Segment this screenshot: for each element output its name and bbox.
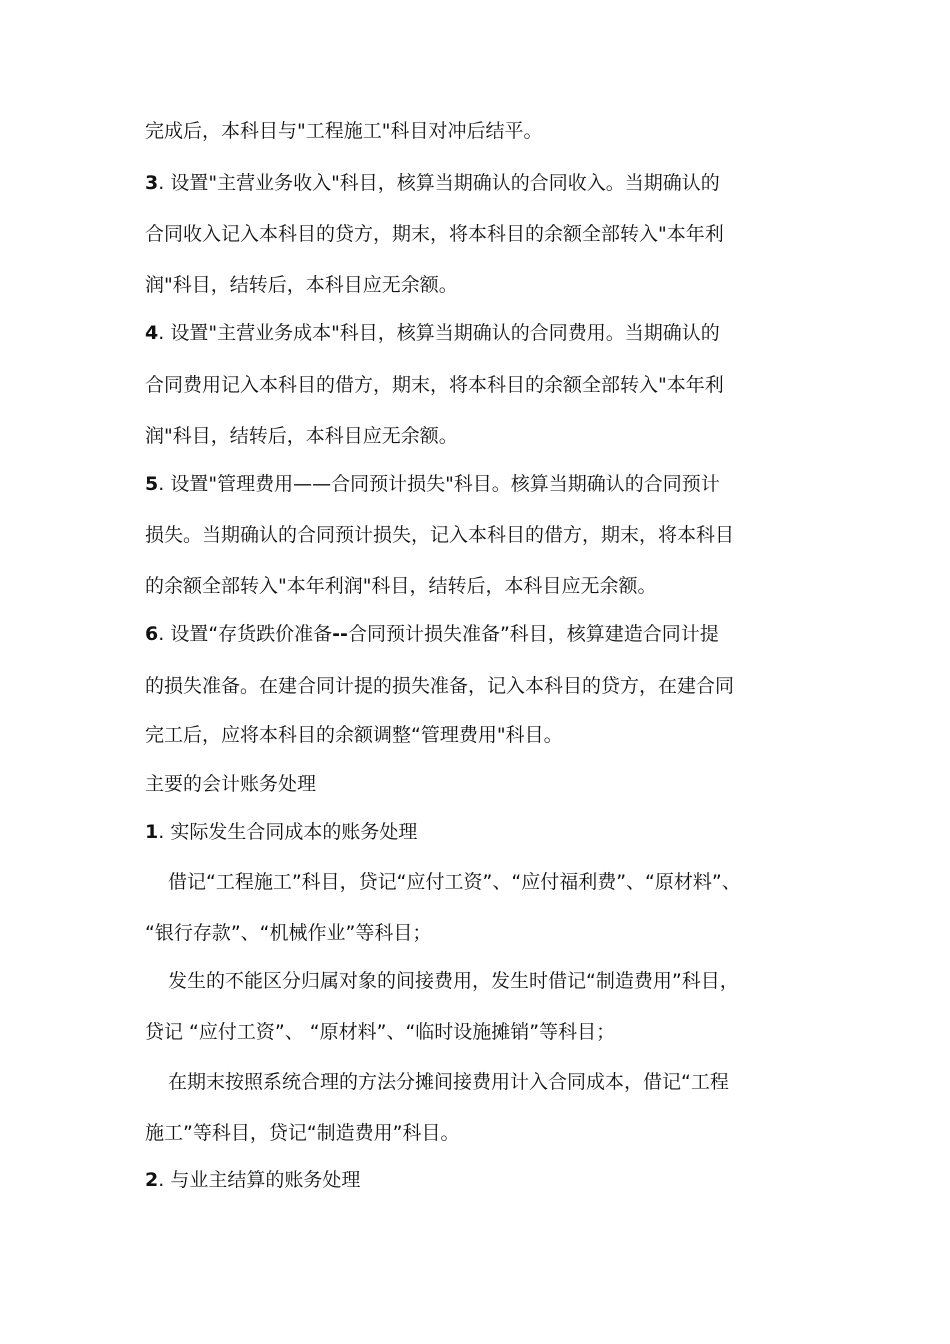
line-text: 贷记 “应付工资”、 “原材料”、“临时设施摊销”等科目； bbox=[145, 1021, 616, 1043]
line-text: 的余额全部转入"本年利润"科目，结转后，本科目应无余额。 bbox=[145, 575, 657, 597]
line-text: 设置"主营业务成本"科目，核算当期确认的合同费用。当期确认的 bbox=[170, 322, 720, 344]
paragraph-line bbox=[145, 272, 825, 298]
line-text: 润"科目，结转后，本科目应无余额。 bbox=[145, 274, 458, 296]
item-number: 6 bbox=[145, 623, 159, 645]
line-text: 润"科目，结转后，本科目应无余额。 bbox=[145, 425, 458, 447]
line-text: 合同预计损失准备”科目，核算建造合同计提 bbox=[347, 623, 719, 645]
line-text: 合同费用记入本科目的借方，期末，将本科目的余额全部转入"本年利 bbox=[145, 374, 724, 396]
paragraph-line bbox=[145, 920, 825, 946]
line-text: 完成后，本科目与"工程施工"科目对冲后结平。 bbox=[145, 120, 543, 142]
line-text: 设置"主营业务收入"科目，核算当期确认的合同收入。当期确认的 bbox=[170, 172, 720, 194]
line-text: 实际发生合同成本的账务处理 bbox=[170, 821, 418, 843]
item-separator: . bbox=[158, 172, 165, 194]
line-text: 完工后，应将本科目的余额调整“管理费用"科目。 bbox=[145, 724, 563, 746]
paragraph-line bbox=[145, 819, 825, 845]
paragraph-line bbox=[145, 170, 825, 196]
paragraph-line bbox=[145, 1019, 825, 1045]
item-number: 2 bbox=[145, 1169, 159, 1191]
paragraph-line bbox=[145, 471, 825, 497]
line-text: 损失。当期确认的合同预计损失，记入本科目的借方，期末，将本科目 bbox=[145, 524, 735, 546]
line-text: “银行存款”、“机械作业”等科目； bbox=[145, 922, 432, 944]
item-number: 1 bbox=[145, 821, 159, 843]
item-number: 3 bbox=[145, 172, 159, 194]
item-separator: . bbox=[158, 821, 165, 843]
line-text: 的损失准备。在建合同计提的损失准备，记入本科目的贷方，在建合同 bbox=[145, 675, 735, 697]
paragraph-line bbox=[145, 423, 825, 449]
line-text: 设置"管理费用——合同预计损失"科目。核算当期确认的合同预计 bbox=[170, 473, 720, 495]
paragraph-line bbox=[145, 320, 825, 346]
line-text: 施工”等科目，贷记“制造费用”科目。 bbox=[145, 1122, 460, 1144]
paragraph-line bbox=[145, 221, 825, 247]
paragraph-line bbox=[145, 673, 825, 699]
paragraph-line bbox=[168, 1069, 848, 1095]
line-text: 合同收入记入本科目的贷方，期末，将本科目的余额全部转入"本年利 bbox=[145, 223, 724, 245]
paragraph-line bbox=[145, 1120, 825, 1146]
line-text: 与业主结算的账务处理 bbox=[170, 1169, 361, 1191]
paragraph-line bbox=[168, 968, 848, 994]
paragraph-line bbox=[145, 372, 825, 398]
item-separator: . bbox=[158, 623, 165, 645]
item-number: 5 bbox=[145, 473, 159, 495]
dash-mark: -- bbox=[332, 623, 348, 645]
line-text: 设置“存货跌价准备 bbox=[170, 623, 333, 645]
paragraph-line bbox=[145, 621, 825, 647]
item-separator: . bbox=[158, 473, 165, 495]
section-heading bbox=[145, 771, 825, 797]
item-number: 4 bbox=[145, 322, 159, 344]
item-separator: . bbox=[158, 322, 165, 344]
paragraph-line bbox=[145, 573, 825, 599]
line-text: 发生的不能区分归属对象的间接费用，发生时借记“制造费用”科目， bbox=[168, 970, 739, 992]
line-text: 借记“工程施工”科目，贷记“应付工资”、“应付福利费”、“原材料”、 bbox=[168, 871, 741, 893]
paragraph-line bbox=[145, 118, 825, 144]
paragraph-line bbox=[145, 722, 825, 748]
item-separator: . bbox=[158, 1169, 165, 1191]
line-text: 在期末按照系统合理的方法分摊间接费用计入合同成本，借记“工程 bbox=[168, 1071, 729, 1093]
paragraph-line bbox=[168, 869, 848, 895]
line-text: 主要的会计账务处理 bbox=[145, 773, 317, 795]
paragraph-line bbox=[145, 1167, 825, 1193]
paragraph-line bbox=[145, 522, 825, 548]
